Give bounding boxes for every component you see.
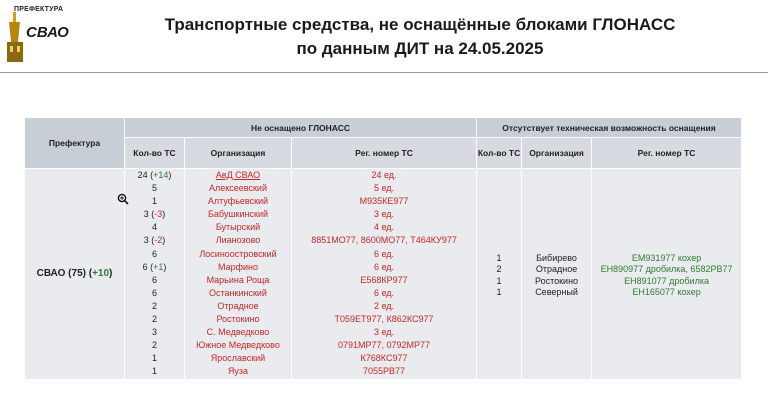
abs-count-cell: 1: [496, 252, 502, 263]
org-cell: Бутырский: [215, 222, 261, 233]
page-title-line1: Транспортные средства, не оснащённые блоками ГЛОНАСС: [164, 15, 676, 34]
org-cell: Алтуфьевский: [207, 196, 269, 207]
abs-org-cell: Северный: [535, 287, 578, 298]
count-cell: [125, 313, 184, 326]
count-cell: [125, 261, 184, 274]
reg-cell: 2 ед.: [373, 300, 395, 311]
header-not-equipped: Не оснащено ГЛОНАСС: [125, 118, 477, 138]
count-delta: -2: [154, 235, 163, 246]
abs-block: [522, 249, 591, 299]
header-no-possibility: Отсутствует техническая возможность оснащения: [477, 118, 742, 138]
glonass-table: [24, 117, 742, 380]
count-delta: +1: [153, 261, 164, 272]
reg-cell: 0791МР77, 0792МР77: [337, 340, 431, 351]
count-cell: [125, 221, 184, 234]
header-count: Кол-во ТС: [125, 138, 185, 169]
count-cell: [125, 195, 184, 208]
reg-cell: 6 ед.: [373, 287, 395, 298]
count-value: 2: [151, 300, 157, 311]
count-cell: [125, 182, 184, 195]
abs-reg-cell: ЕН165077 кохер: [632, 287, 701, 298]
abs-block: [592, 249, 741, 299]
org-cell: Лианозово: [215, 235, 261, 246]
count-value: 1: [151, 366, 157, 377]
reg-cell: 7055РВ77: [362, 366, 406, 377]
reg-cell: 24 ед.: [371, 170, 397, 180]
count-delta: -3: [154, 209, 163, 220]
abs-count-cell: 1: [496, 287, 502, 298]
count-value: 6: [151, 274, 157, 285]
header-org: Организация: [185, 138, 292, 169]
count-value: 1: [151, 196, 157, 207]
header-org-2: Организация: [522, 138, 592, 169]
count-cell: [125, 274, 184, 287]
count-column: [125, 169, 185, 380]
count-value: 3 (: [143, 235, 155, 246]
org-cell: С. Медведково: [206, 327, 270, 338]
header-reg: Рег. номер ТС: [292, 138, 477, 169]
count-value: 5: [151, 183, 157, 194]
reg-cell: 3 ед.: [373, 327, 395, 338]
count-value: 6 (: [142, 261, 154, 272]
count-cell: [125, 248, 184, 261]
count-cell: [125, 352, 184, 365]
reg-cell: 5 ед.: [373, 183, 395, 194]
reg-cell: К768КС977: [360, 353, 408, 364]
reg-cell: 6 ед.: [373, 248, 395, 259]
org-cell: Алексеевский: [209, 183, 267, 194]
count-value: 24 (: [137, 170, 154, 180]
org-cell: Южное Медведково: [196, 340, 280, 351]
org-cell: Останкинский: [209, 287, 267, 298]
logo-top-text: ПРЕФЕКТУРА: [14, 6, 64, 13]
count-value: 2: [151, 314, 157, 325]
count-column-2: [477, 169, 522, 380]
count-suffix: ): [162, 209, 166, 220]
abs-reg-cell: ЕН890977 дробилка, 6582РВ77: [600, 264, 733, 275]
count-cell: [125, 365, 184, 378]
count-cell: [125, 287, 184, 300]
org-cell: Бабушкинский: [207, 209, 269, 220]
header-prefecture: Префектура: [25, 118, 125, 169]
org-cell: Яуза: [227, 366, 249, 377]
org-cell: Отрадное: [217, 300, 259, 311]
reg-cell: 4 ед.: [373, 222, 395, 233]
reg-cell: 3 ед.: [373, 209, 395, 220]
count-suffix: ): [168, 170, 172, 180]
header-count-2: Кол-во ТС: [477, 138, 522, 169]
abs-org-cell: Отрадное: [535, 264, 578, 275]
abs-reg-cell: ЕМ931977 кохер: [631, 252, 702, 263]
header: [0, 0, 768, 73]
prefecture-logo: [4, 4, 69, 64]
zoom-cursor-icon: [117, 193, 129, 205]
count-cell: [125, 208, 184, 221]
abs-org-cell: Ростокино: [534, 275, 579, 286]
tower-icon: [4, 12, 26, 64]
reg-cell: 8851МО77, 8600МО77, Т464КУ977: [311, 235, 457, 246]
count-cell: [125, 169, 184, 182]
prefecture-cell: СВАО (75) (+10): [25, 169, 125, 380]
org-cell: АвД СВАО: [215, 170, 261, 180]
reg-cell: М935КЕ977: [359, 196, 409, 207]
reg-column: [292, 169, 477, 380]
count-suffix: ): [162, 235, 166, 246]
count-value: 6: [151, 248, 157, 259]
org-cell: Ростокино: [216, 314, 260, 325]
logo-main-text: СВАО: [26, 24, 69, 41]
count-value: 3: [151, 327, 157, 338]
abs-org-cell: Бибирево: [536, 252, 577, 263]
reg-cell: Т059ЕТ977, К862КС977: [334, 314, 434, 325]
header-reg-2: Рег. номер ТС: [592, 138, 742, 169]
count-cell: [125, 234, 184, 247]
count-cell: [125, 300, 184, 313]
count-delta: +14: [153, 170, 169, 180]
count-value: 1: [151, 353, 157, 364]
reg-cell: Е568КР977: [360, 274, 408, 285]
reg-cell: 6 ед.: [373, 261, 395, 272]
abs-count-cell: 1: [496, 275, 502, 286]
count-value: 2: [151, 340, 157, 351]
org-cell: Марфино: [217, 261, 259, 272]
count-value: 4: [151, 222, 157, 233]
org-cell: Ярославский: [210, 353, 266, 364]
reg-column-2: [592, 169, 742, 380]
count-suffix: ): [163, 261, 167, 272]
count-cell: [125, 339, 184, 352]
org-cell: Марьина Роща: [206, 274, 270, 285]
abs-count-cell: 2: [496, 264, 502, 275]
org-cell: Лосиноостровский: [199, 248, 277, 259]
org-column-2: [522, 169, 592, 380]
page-title-line2: по данным ДИТ на 24.05.2025: [296, 39, 544, 58]
abs-block: [477, 249, 521, 299]
count-value: 3 (: [143, 209, 155, 220]
count-cell: [125, 326, 184, 339]
count-value: 6: [151, 287, 157, 298]
org-column: [185, 169, 292, 380]
abs-reg-cell: ЕН891077 дробилка: [624, 275, 709, 286]
